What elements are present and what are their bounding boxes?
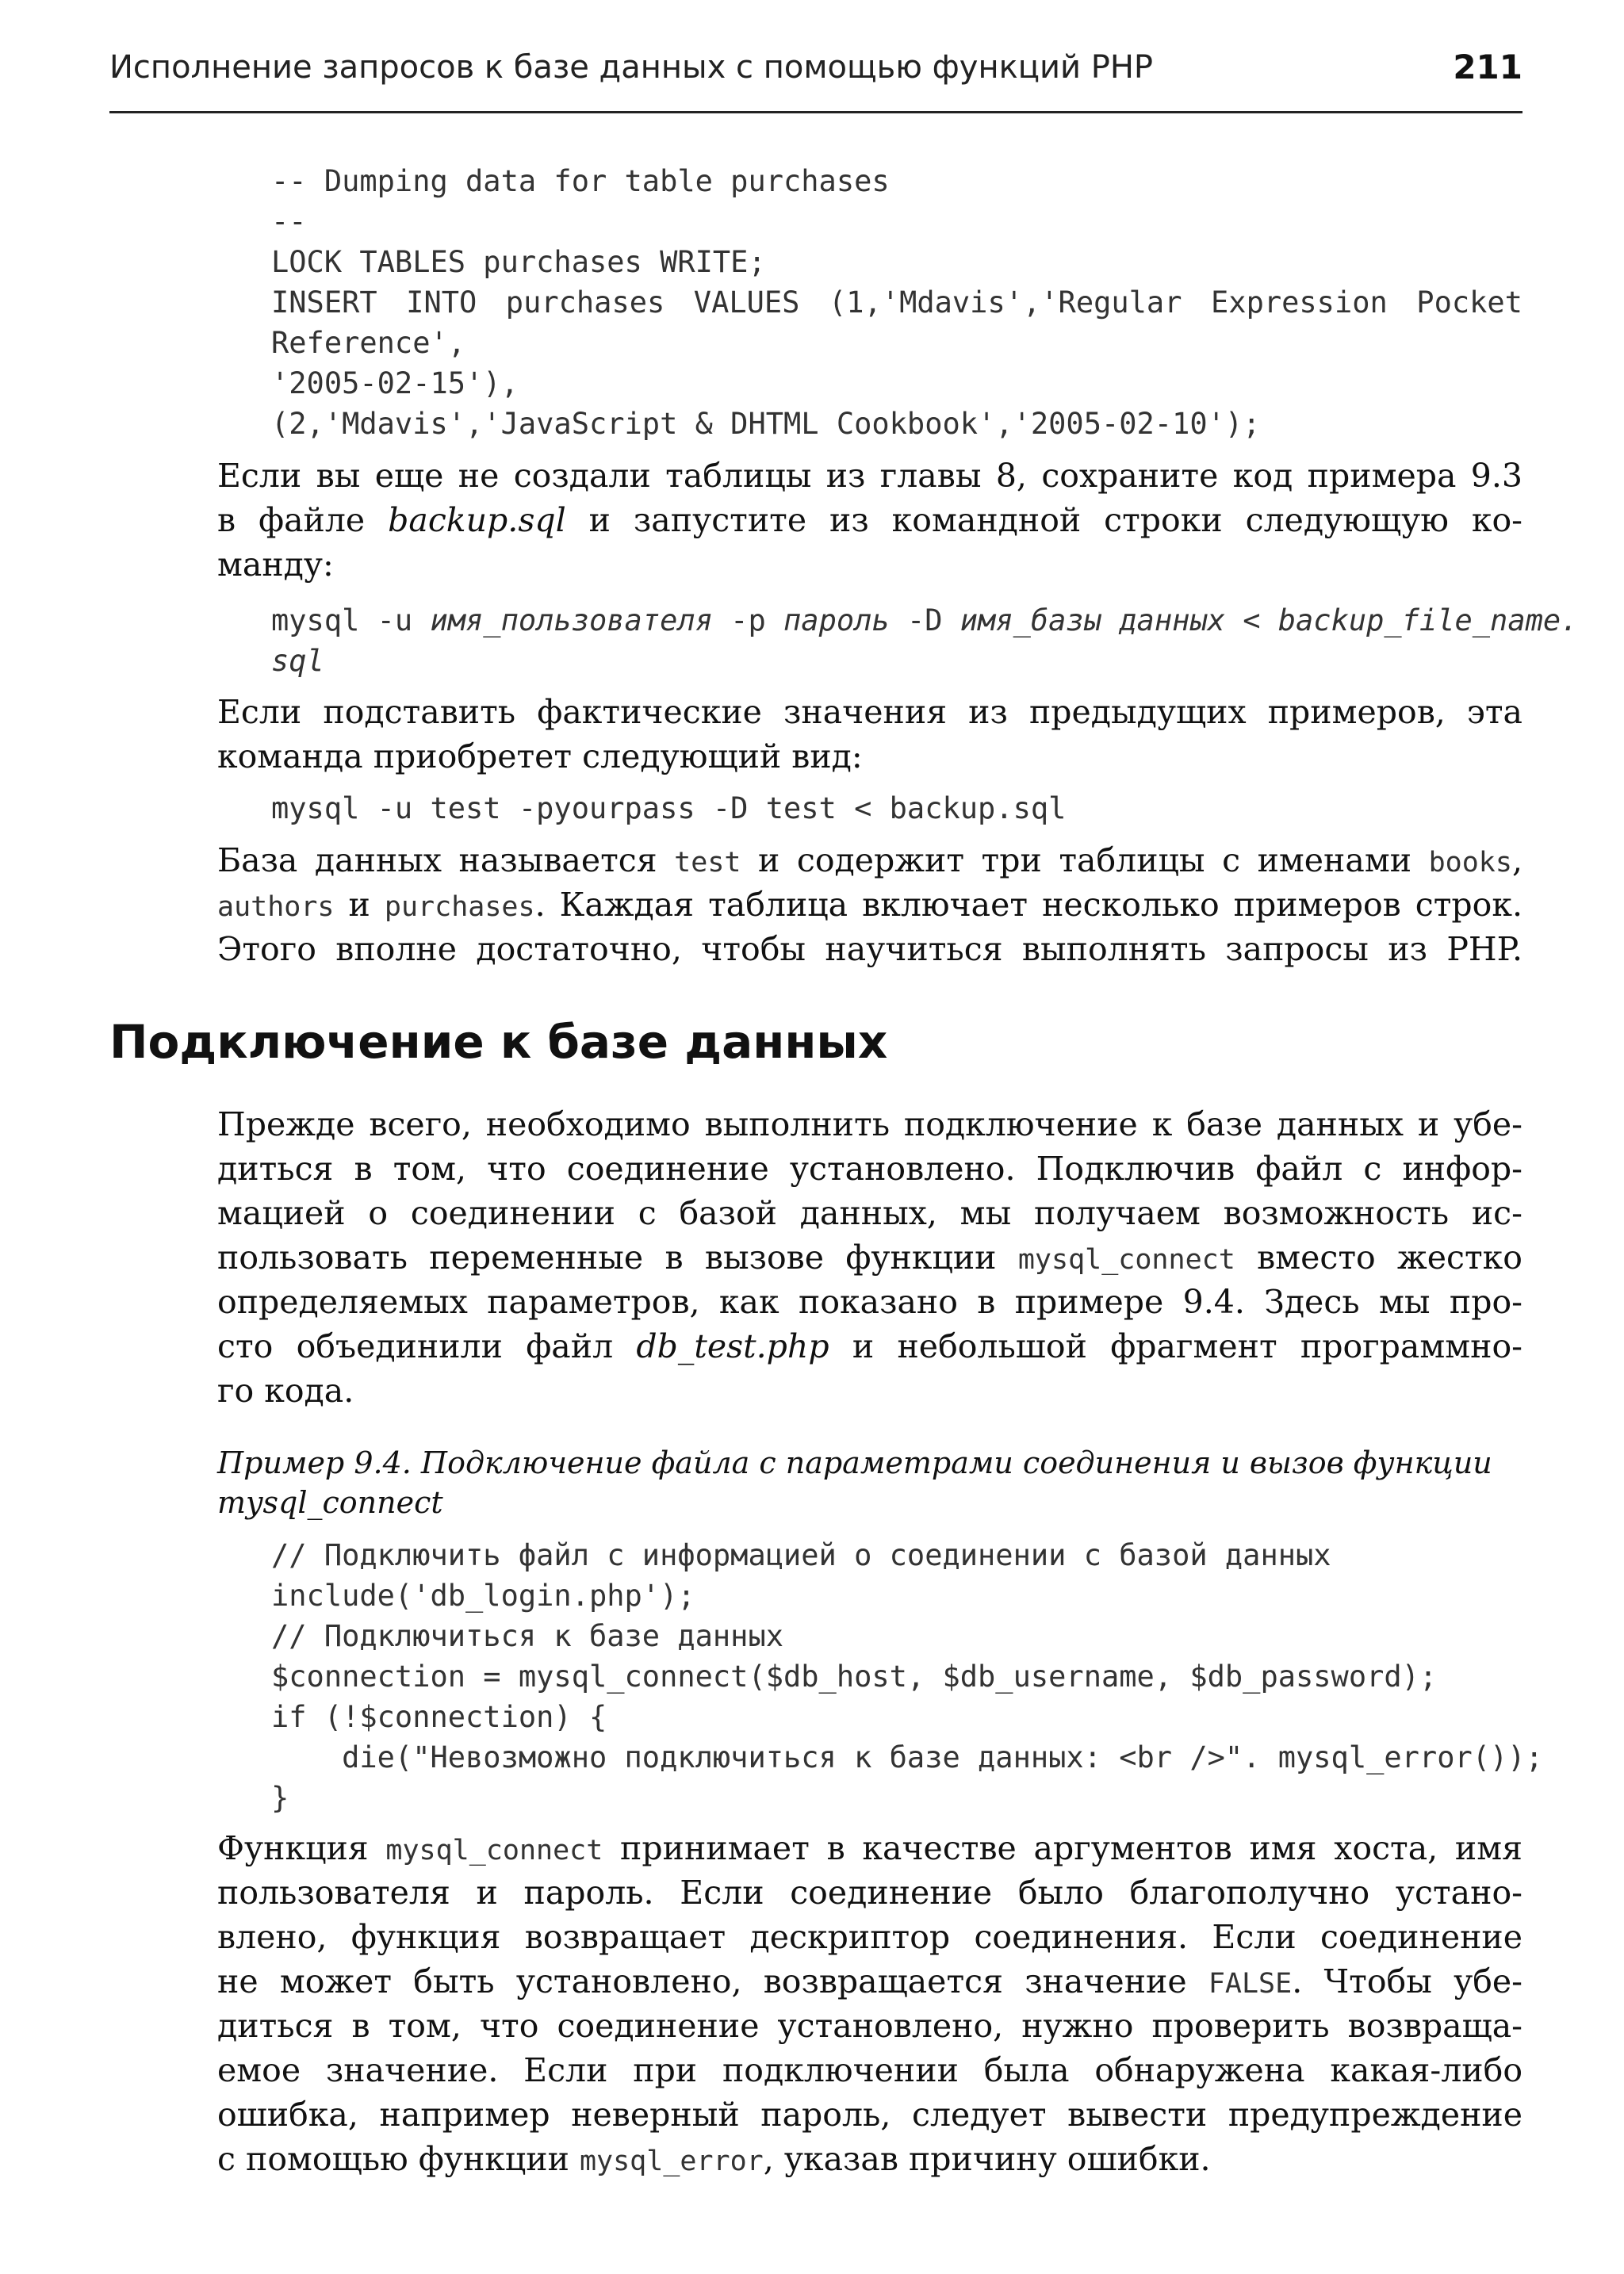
text-line: манду: [217, 546, 334, 584]
example-caption [217, 1443, 1522, 1522]
text-run: и [334, 886, 385, 924]
text-line: мацией о соединении с базой данных, мы получаем возможность ис- [217, 1194, 1522, 1232]
paragraph-substitute [217, 690, 1522, 779]
text-run: . Каждая таблица включает несколько примеров строк. [534, 886, 1522, 924]
text-run: и содержит три таблицы с именами [741, 841, 1429, 879]
code-line: (2,'Mdavis','JavaScript & DHTML Cookbook','2005-02-10'); [271, 407, 1261, 441]
code-inline: mysql_error [579, 2146, 764, 2177]
text-line [217, 1324, 1522, 1369]
code-line: // Подключиться к базе данных [271, 1619, 784, 1653]
code-line: if (!$connection) { [271, 1700, 607, 1734]
text-line: го кода. [217, 1372, 354, 1410]
text-line: определяемых параметров, как показано в примере 9.4. Здесь мы про- [217, 1283, 1522, 1321]
text-line: ошибка, например неверный пароль, следует вывести предупреждение [217, 2096, 1522, 2134]
code-line [271, 641, 1522, 681]
paragraph-create-tables [217, 454, 1522, 587]
code-run: mysql -u [271, 603, 431, 637]
text-line [217, 1959, 1522, 2004]
code-line-insert [271, 282, 1522, 323]
text-run: вместо жестко [1235, 1238, 1522, 1277]
code-line: '2005-02-15'), [271, 366, 519, 400]
code-run: -p [712, 603, 784, 637]
text-run: , указав причину ошибки. [763, 2140, 1211, 2178]
text-line: диться в том, что соединение установлено, нужно проверить возвраща- [217, 2007, 1522, 2045]
code-line: -- Dumping data for table purchases [271, 164, 890, 198]
code-word: Pocket [1416, 285, 1522, 320]
text-run: и небольшой фрагмент программно- [829, 1327, 1522, 1365]
code-inline: books [1428, 847, 1512, 879]
code-block-dump [271, 161, 1522, 444]
paragraph-connect-intro [217, 1102, 1522, 1413]
code-run: < [1224, 603, 1278, 637]
text-line: Если подставить фактические значения из предыдущих примеров, эта [217, 693, 1522, 731]
code-inline: authors [217, 891, 335, 923]
code-word: VALUES [693, 285, 800, 320]
code-block-command [271, 600, 1579, 681]
code-line: -- [271, 205, 307, 239]
text-line [217, 498, 1522, 542]
filename-backup: backup.sql [388, 501, 566, 539]
paragraph-database-tables [217, 838, 1522, 971]
text-line: Если вы еще не создали таблицы из главы 8, сохраните код примера 9.3 [217, 457, 1522, 495]
code-line: $connection = mysql_connect($db_host, $db_username, $db_password); [271, 1660, 1438, 1694]
code-word: (1,'Mdavis','Regular [828, 285, 1182, 320]
text-line: Прежде всего, необходимо выполнить подключение к базе данных и убе- [217, 1105, 1522, 1143]
text-line: Этого вполне достаточно, чтобы научиться выполнять запросы из PHP. [217, 930, 1522, 968]
code-placeholder: имя_базы данных [959, 603, 1225, 637]
code-line: // Подключить файл с информацией о соединении с базой данных [271, 1538, 1331, 1572]
text-run: и запустите из командной строки следующую ко- [565, 501, 1522, 539]
running-header-title: Исполнение запросов к базе данных с помощью функций PHP [109, 49, 1154, 86]
code-block-connect [271, 1535, 1543, 1818]
code-line: Reference', [271, 326, 466, 360]
text-line: диться в том, что соединение установлено. Подключив файл с инфор- [217, 1150, 1522, 1188]
section-heading: Подключение к базе данных [109, 1015, 888, 1069]
text-line: пользователя и пароль. Если соединение было благополучно устано- [217, 1874, 1522, 1912]
code-word: INSERT [271, 285, 377, 320]
code-line: die("Невозможно подключиться к базе данных: <br />". mysql_error()); [271, 1740, 1543, 1774]
text-run: Функция [217, 1829, 386, 1867]
text-run: с помощью функции [217, 2140, 580, 2178]
text-run: . Чтобы убе- [1292, 1962, 1522, 2000]
code-inline: mysql_connect [1017, 1244, 1235, 1276]
filename-db-test: db_test.php [636, 1327, 829, 1365]
code-inline: FALSE [1208, 1968, 1293, 2000]
text-run: пользовать переменные в вызове функции [217, 1238, 1018, 1277]
text-line: влено, функция возвращает дескриптор соединения. Если соединение [217, 1918, 1522, 1956]
running-header [109, 46, 1522, 113]
code-run: -D [889, 603, 960, 637]
code-inline: test [674, 847, 741, 879]
code-word: purchases [505, 285, 665, 320]
text-line [217, 2137, 1522, 2181]
text-line: емое значение. Если при подключении была обнаружена какая-либо [217, 2051, 1522, 2089]
text-line: команда приобретет следующий вид: [217, 737, 863, 775]
code-line: LOCK TABLES purchases WRITE; [271, 245, 766, 279]
text-run: принимает в качестве аргументов имя хоста, имя [603, 1829, 1522, 1867]
caption-line: Пример 9.4. Подключение файла с параметрами соединения и вызов функции [217, 1445, 1492, 1480]
code-inline: purchases [384, 891, 535, 923]
code-word: Expression [1211, 285, 1388, 320]
code-line: mysql -u test -pyourpass -D test < backup.sql [271, 791, 1067, 825]
text-run: , [1511, 841, 1522, 879]
text-run: База данных называется [217, 841, 675, 879]
code-line: include('db_login.php'); [271, 1579, 695, 1613]
code-line: } [271, 1781, 289, 1815]
text-line [217, 1826, 1522, 1870]
code-inline: mysql_connect [385, 1835, 603, 1866]
code-placeholder: имя_пользователя [430, 603, 713, 637]
code-placeholder: пароль [783, 603, 890, 637]
text-run: сто объединили файл [217, 1327, 637, 1365]
text-line [217, 882, 1522, 927]
code-block-command-example [271, 788, 1522, 829]
code-placeholder: backup_file_name. [1277, 603, 1579, 637]
code-placeholder: sql [271, 644, 324, 678]
text-line [217, 1235, 1522, 1280]
page-number: 211 [1453, 48, 1522, 86]
text-run: в файле [217, 501, 389, 539]
code-line [271, 600, 1579, 641]
caption-line: mysql_connect [217, 1485, 443, 1520]
paragraph-mysql-connect [217, 1826, 1522, 2181]
code-word: INTO [406, 285, 477, 320]
text-run: не может быть установлено, возвращается значение [217, 1962, 1208, 2000]
text-line [217, 838, 1522, 882]
